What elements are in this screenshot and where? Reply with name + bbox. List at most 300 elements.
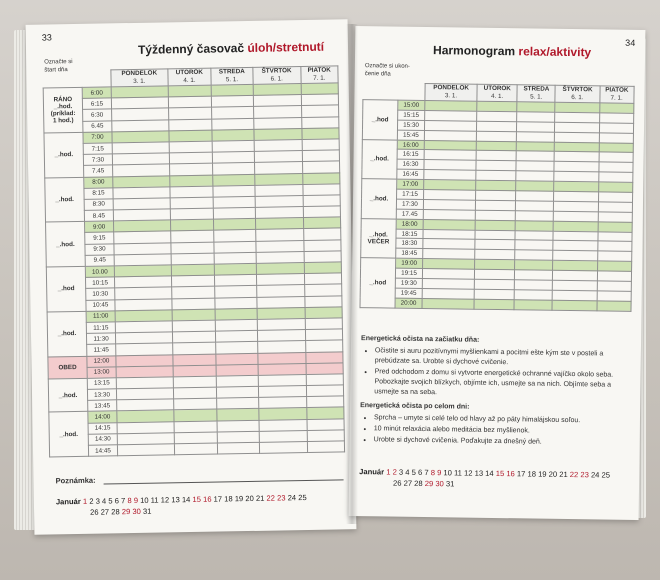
schedule-cell[interactable]: [553, 231, 597, 242]
calendar-day: 27: [100, 507, 110, 517]
schedule-cell[interactable]: [214, 263, 256, 275]
schedule-cell[interactable]: [170, 208, 214, 220]
schedule-cell[interactable]: [307, 430, 345, 442]
schedule-cell[interactable]: [171, 275, 215, 287]
schedule-cell[interactable]: [302, 139, 340, 151]
schedule-cell[interactable]: [168, 119, 212, 131]
schedule-cell[interactable]: [171, 286, 215, 298]
schedule-cell[interactable]: [258, 397, 306, 409]
time-block-label: [46, 222, 86, 267]
month-name: Január: [55, 496, 81, 507]
schedule-cell[interactable]: [257, 341, 305, 353]
weekend-day: 16: [202, 494, 212, 504]
schedule-cell[interactable]: [213, 185, 255, 197]
schedule-cell[interactable]: [172, 298, 216, 310]
time-cell: 19:15: [395, 268, 422, 278]
day-name: PONDELOK: [121, 69, 158, 78]
time-cell: 15:45: [397, 130, 424, 140]
schedule-cell[interactable]: [301, 128, 339, 140]
schedule-cell[interactable]: [217, 386, 259, 398]
schedule-cell[interactable]: [170, 197, 214, 209]
schedule-cell[interactable]: [255, 184, 303, 196]
day-date: 7. 1.: [313, 74, 326, 82]
schedule-cell[interactable]: [476, 141, 516, 151]
schedule-cell[interactable]: [553, 280, 597, 291]
schedule-cell[interactable]: [170, 186, 214, 198]
schedule-cell[interactable]: [214, 252, 256, 264]
schedule-cell[interactable]: [301, 105, 339, 117]
schedule-cell[interactable]: [303, 240, 341, 252]
schedule-cell[interactable]: [475, 240, 515, 250]
corner-label-line: čenie dňa: [364, 71, 391, 78]
schedule-cell[interactable]: [168, 85, 212, 97]
schedule-cell[interactable]: [517, 102, 555, 112]
corner-label-line: Označte si: [44, 59, 73, 66]
time-cell: 11:30: [86, 333, 115, 345]
schedule-cell[interactable]: [215, 319, 257, 331]
schedule-cell[interactable]: [598, 212, 633, 222]
time-cell: 6:15: [82, 98, 111, 110]
schedule-cell[interactable]: [475, 250, 515, 260]
weekend-day: 2: [392, 467, 397, 477]
schedule-cell[interactable]: [305, 340, 343, 352]
time-cell: 18:00: [396, 219, 423, 229]
schedule-cell[interactable]: [599, 142, 634, 152]
title-text: Harmonogram: [433, 43, 519, 59]
calendar-day: 24: [287, 493, 297, 503]
schedule-cell[interactable]: [259, 442, 307, 454]
schedule-cell[interactable]: [515, 220, 553, 230]
time-block-label-line: 1 hod.): [52, 116, 74, 125]
notes-item: • Urobte si dychové cvičenia. Poďakujte za dnešný deň.: [374, 435, 630, 449]
schedule-cell[interactable]: [514, 290, 552, 300]
schedule-cell[interactable]: [475, 210, 515, 220]
schedule-cell[interactable]: [211, 84, 253, 96]
schedule-cell[interactable]: [474, 299, 514, 309]
schedule-cell[interactable]: [255, 195, 303, 207]
schedule-cell[interactable]: [301, 116, 339, 128]
schedule-cell[interactable]: [554, 162, 598, 173]
schedule-cell[interactable]: [597, 291, 632, 301]
schedule-cell[interactable]: [516, 191, 554, 201]
schedule-cell[interactable]: [253, 106, 301, 118]
schedule-cell[interactable]: [254, 162, 302, 174]
schedule-cell[interactable]: [476, 170, 516, 180]
book-gutter: [346, 24, 358, 524]
schedule-cell[interactable]: [214, 230, 256, 242]
day-header: [555, 85, 599, 103]
schedule-cell[interactable]: [212, 96, 254, 108]
schedule-cell[interactable]: [555, 112, 599, 123]
schedule-cell[interactable]: [475, 220, 515, 230]
time-block-label-line: (príklad:: [50, 109, 76, 118]
schedule-cell[interactable]: [554, 181, 598, 192]
calendar-day: 19: [538, 469, 547, 479]
schedule-cell[interactable]: [216, 375, 258, 387]
time-block-label-line: _.hod.: [54, 151, 74, 159]
schedule-cell[interactable]: [422, 298, 474, 309]
day-header: [168, 68, 212, 86]
schedule-cell[interactable]: [257, 307, 305, 319]
schedule-cell[interactable]: [212, 118, 254, 130]
schedule-cell[interactable]: [553, 241, 597, 252]
calendar-day: 12: [464, 468, 473, 478]
schedule-cell[interactable]: [303, 217, 341, 229]
schedule-cell[interactable]: [598, 162, 633, 172]
schedule-cell[interactable]: [475, 230, 515, 240]
schedule-cell[interactable]: [215, 297, 257, 309]
schedule-cell[interactable]: [216, 342, 258, 354]
schedule-cell[interactable]: [475, 259, 515, 269]
schedule-cell[interactable]: [515, 260, 553, 270]
schedule-cell[interactable]: [553, 261, 597, 272]
schedule-cell[interactable]: [303, 228, 341, 240]
schedule-cell[interactable]: [599, 103, 634, 113]
schedule-cell[interactable]: [168, 107, 212, 119]
time-cell: 15:30: [397, 120, 424, 130]
time-block-label-line: _.hod.: [58, 391, 78, 399]
day-header: [599, 86, 634, 103]
schedule-cell[interactable]: [172, 331, 216, 343]
schedule-cell[interactable]: [169, 141, 213, 153]
schedule-cell[interactable]: [516, 151, 554, 161]
notes-list: [374, 413, 630, 449]
schedule-cell[interactable]: [169, 152, 213, 164]
time-cell: 9:00: [85, 221, 114, 233]
schedule-cell[interactable]: [517, 112, 555, 122]
schedule-cell[interactable]: [216, 330, 258, 342]
schedule-cell[interactable]: [553, 290, 597, 301]
schedule-cell[interactable]: [552, 300, 596, 311]
schedule-cell[interactable]: [173, 354, 217, 366]
schedule-cell[interactable]: [302, 150, 340, 162]
schedule-cell[interactable]: [171, 264, 215, 276]
schedule-cell[interactable]: [259, 419, 307, 431]
schedule-cell[interactable]: [256, 251, 304, 263]
schedule-cell[interactable]: [599, 133, 634, 143]
schedule-cell[interactable]: [474, 279, 514, 289]
schedule-cell[interactable]: [174, 421, 218, 433]
time-block-label: [48, 356, 87, 379]
schedule-cell[interactable]: [597, 261, 632, 271]
schedule-cell[interactable]: [555, 132, 599, 143]
page-title: [138, 40, 324, 57]
calendar-day: 14: [181, 495, 191, 505]
weekend-day: 1: [386, 467, 391, 477]
schedule-cell[interactable]: [554, 211, 598, 222]
time-cell: 16:45: [397, 169, 424, 179]
weekend-day: 8: [127, 496, 132, 506]
calendar-day: 12: [160, 495, 170, 505]
schedule-cell[interactable]: [253, 84, 301, 96]
schedule-cell[interactable]: [306, 374, 344, 386]
corner-label: [365, 62, 410, 79]
schedule-cell[interactable]: [476, 161, 516, 171]
weekend-day: 15: [495, 469, 505, 479]
schedule-cell[interactable]: [169, 130, 213, 142]
schedule-cell[interactable]: [517, 131, 555, 141]
schedule-cell[interactable]: [306, 363, 344, 375]
schedule-cell[interactable]: [218, 442, 260, 454]
note-label: Poznámka:: [55, 475, 96, 486]
schedule-cell[interactable]: [599, 152, 634, 162]
schedule-cell[interactable]: [599, 123, 634, 133]
schedule-cell[interactable]: [555, 122, 599, 133]
schedule-cell[interactable]: [554, 172, 598, 183]
time-cell: 17:15: [397, 189, 424, 199]
schedule-cell[interactable]: [172, 309, 216, 321]
calendar-day: 5: [411, 467, 416, 477]
time-block-label-line: _.hod: [369, 279, 387, 287]
calendar-day: 20: [548, 469, 558, 479]
schedule-cell[interactable]: [169, 175, 213, 187]
schedule-cell[interactable]: [171, 253, 215, 265]
schedule-cell[interactable]: [254, 139, 302, 151]
schedule-cell[interactable]: [477, 131, 517, 141]
schedule-cell[interactable]: [173, 387, 217, 399]
schedule-cell[interactable]: [304, 273, 342, 285]
schedule-cell[interactable]: [555, 152, 599, 163]
schedule-cell[interactable]: [597, 281, 632, 291]
day-header: [253, 67, 301, 85]
schedule-cell[interactable]: [253, 95, 301, 107]
schedule-cell[interactable]: [216, 353, 258, 365]
schedule-cell[interactable]: [213, 174, 255, 186]
calendar-day: 13: [171, 495, 180, 505]
schedule-cell[interactable]: [304, 295, 342, 307]
schedule-cell[interactable]: [259, 408, 307, 420]
schedule-cell[interactable]: [306, 407, 344, 419]
schedule-cell[interactable]: [172, 320, 216, 332]
schedule-cell[interactable]: [256, 274, 304, 286]
schedule-cell[interactable]: [170, 231, 214, 243]
schedule-cell[interactable]: [598, 202, 633, 212]
day-header: [111, 69, 168, 87]
notes-list: [374, 346, 631, 401]
schedule-cell[interactable]: [476, 180, 516, 190]
schedule-cell[interactable]: [254, 151, 302, 163]
time-block-label: [46, 266, 86, 311]
schedule-cell[interactable]: [258, 363, 306, 375]
calendar-day: 17: [516, 469, 526, 479]
schedule-cell[interactable]: [257, 318, 305, 330]
schedule-cell[interactable]: [173, 365, 217, 377]
time-cell: 18:15: [396, 229, 423, 239]
weekly-schedule-table: [42, 65, 345, 457]
schedule-cell[interactable]: [598, 172, 633, 182]
schedule-cell[interactable]: [258, 352, 306, 364]
schedule-cell[interactable]: [306, 396, 344, 408]
schedule-cell[interactable]: [597, 251, 632, 261]
schedule-cell[interactable]: [174, 443, 218, 455]
day-name: PONDELOK: [433, 84, 470, 92]
schedule-cell[interactable]: [173, 398, 217, 410]
weekend-day: 16: [506, 469, 515, 479]
schedule-cell[interactable]: [171, 242, 215, 254]
schedule-cell[interactable]: [515, 230, 553, 240]
schedule-cell[interactable]: [477, 121, 517, 131]
schedule-cell[interactable]: [254, 128, 302, 140]
schedule-cell[interactable]: [476, 190, 516, 200]
schedule-cell[interactable]: [255, 207, 303, 219]
schedule-cell[interactable]: [515, 270, 553, 280]
day-date: 4. 1.: [490, 92, 504, 101]
schedule-cell[interactable]: [173, 410, 217, 422]
time-cell: 13:00: [87, 367, 116, 379]
schedule-cell[interactable]: [172, 342, 216, 354]
schedule-cell[interactable]: [303, 195, 341, 207]
schedule-cell[interactable]: [214, 241, 256, 253]
schedule-cell[interactable]: [598, 222, 633, 232]
schedule-cell[interactable]: [217, 409, 259, 421]
time-block-label: [361, 218, 397, 258]
day-header: [300, 66, 338, 84]
schedule-cell[interactable]: [255, 229, 303, 241]
schedule-cell[interactable]: [475, 269, 515, 279]
schedule-cell[interactable]: [302, 172, 340, 184]
schedule-cell[interactable]: [168, 96, 212, 108]
notes-item: • 10 minút relaxácia alebo meditácia bez myšlienok.: [374, 424, 630, 438]
time-cell: 6.45: [83, 120, 112, 132]
time-cell: 12:00: [87, 355, 116, 367]
schedule-cell[interactable]: [258, 386, 306, 398]
schedule-cell[interactable]: [302, 184, 340, 196]
schedule-cell[interactable]: [257, 330, 305, 342]
schedule-cell[interactable]: [515, 280, 553, 290]
schedule-cell[interactable]: [516, 141, 554, 151]
schedule-cell[interactable]: [213, 163, 255, 175]
schedule-cell[interactable]: [305, 318, 343, 330]
schedule-cell[interactable]: [212, 107, 254, 119]
schedule-cell[interactable]: [217, 398, 259, 410]
time-cell: 11:15: [86, 322, 115, 334]
schedule-cell[interactable]: [304, 262, 342, 274]
schedule-cell[interactable]: [303, 206, 341, 218]
schedule-cell[interactable]: [597, 301, 632, 311]
schedule-cell[interactable]: [517, 122, 555, 132]
schedule-cell[interactable]: [477, 101, 517, 111]
time-block-label-line: VEČER: [367, 238, 390, 246]
schedule-cell[interactable]: [476, 200, 516, 210]
schedule-cell[interactable]: [553, 251, 597, 262]
schedule-cell[interactable]: [259, 430, 307, 442]
schedule-cell[interactable]: [256, 285, 304, 297]
schedule-cell[interactable]: [304, 284, 342, 296]
day-name: PIATOK: [605, 86, 629, 94]
schedule-cell[interactable]: [597, 271, 632, 281]
schedule-cell[interactable]: [477, 111, 517, 121]
schedule-cell[interactable]: [515, 240, 553, 250]
schedule-cell[interactable]: [307, 418, 345, 430]
schedule-cell[interactable]: [256, 240, 304, 252]
time-cell: 13:15: [87, 378, 116, 390]
calendar-day: 7: [121, 496, 126, 506]
schedule-cell[interactable]: [301, 83, 339, 95]
day-date: 4. 1.: [183, 76, 196, 85]
schedule-cell[interactable]: [554, 221, 598, 232]
schedule-cell[interactable]: [213, 207, 255, 219]
schedule-cell[interactable]: [554, 191, 598, 202]
schedule-cell[interactable]: [516, 181, 554, 191]
schedule-cell[interactable]: [514, 300, 552, 310]
day-header: [477, 84, 517, 102]
schedule-cell[interactable]: [555, 102, 599, 113]
schedule-cell[interactable]: [213, 196, 255, 208]
schedule-cell[interactable]: [305, 329, 343, 341]
calendar-day: 25: [601, 470, 611, 480]
schedule-cell[interactable]: [598, 192, 633, 202]
schedule-cell[interactable]: [212, 129, 254, 141]
schedule-cell[interactable]: [598, 182, 633, 192]
time-cell: 8:00: [84, 176, 113, 188]
time-cell: 11:00: [86, 311, 115, 323]
schedule-cell[interactable]: [173, 376, 217, 388]
schedule-cell[interactable]: [516, 161, 554, 171]
weekend-day: 29: [424, 479, 434, 489]
schedule-cell[interactable]: [257, 296, 305, 308]
time-block-label: [362, 139, 398, 179]
schedule-cell[interactable]: [474, 289, 514, 299]
schedule-cell[interactable]: [554, 201, 598, 212]
schedule-cell[interactable]: [516, 171, 554, 181]
schedule-cell[interactable]: [212, 152, 254, 164]
schedule-cell[interactable]: [301, 94, 339, 106]
schedule-cell[interactable]: [254, 173, 302, 185]
day-date: 6. 1.: [571, 94, 584, 102]
schedule-cell[interactable]: [553, 270, 597, 281]
schedule-cell[interactable]: [302, 161, 340, 173]
time-block-label-line: OBED: [58, 363, 77, 372]
schedule-cell[interactable]: [214, 219, 256, 231]
schedule-cell[interactable]: [305, 351, 343, 363]
schedule-cell[interactable]: [216, 364, 258, 376]
schedule-cell[interactable]: [212, 140, 254, 152]
schedule-cell[interactable]: [258, 374, 306, 386]
schedule-cell[interactable]: [215, 308, 257, 320]
schedule-cell[interactable]: [597, 241, 632, 251]
schedule-cell[interactable]: [215, 275, 257, 287]
schedule-cell[interactable]: [256, 263, 304, 275]
schedule-cell[interactable]: [515, 211, 553, 221]
schedule-cell[interactable]: [304, 251, 342, 263]
schedule-cell[interactable]: [217, 431, 259, 443]
schedule-cell[interactable]: [174, 432, 218, 444]
schedule-cell[interactable]: [215, 286, 257, 298]
schedule-cell[interactable]: [555, 142, 599, 153]
schedule-cell[interactable]: [597, 231, 632, 241]
schedule-cell[interactable]: [253, 117, 301, 129]
schedule-cell[interactable]: [117, 444, 174, 456]
schedule-cell[interactable]: [476, 151, 516, 161]
time-cell: 7:30: [83, 154, 112, 166]
time-cell: 8.45: [84, 210, 113, 222]
calendar-day: 13: [474, 468, 484, 478]
schedule-cell[interactable]: [169, 163, 213, 175]
schedule-cell[interactable]: [255, 218, 303, 230]
header-blank: [43, 70, 111, 88]
time-cell: 20:00: [395, 298, 422, 308]
schedule-cell[interactable]: [217, 420, 259, 432]
schedule-cell[interactable]: [170, 219, 214, 231]
calendar-day: 31: [445, 479, 455, 489]
schedule-cell[interactable]: [516, 201, 554, 211]
schedule-cell[interactable]: [515, 250, 553, 260]
month-calendar: [359, 466, 639, 492]
schedule-cell[interactable]: [599, 113, 634, 123]
schedule-cell[interactable]: [306, 385, 344, 397]
schedule-cell[interactable]: [305, 307, 343, 319]
schedule-cell[interactable]: [307, 441, 345, 453]
